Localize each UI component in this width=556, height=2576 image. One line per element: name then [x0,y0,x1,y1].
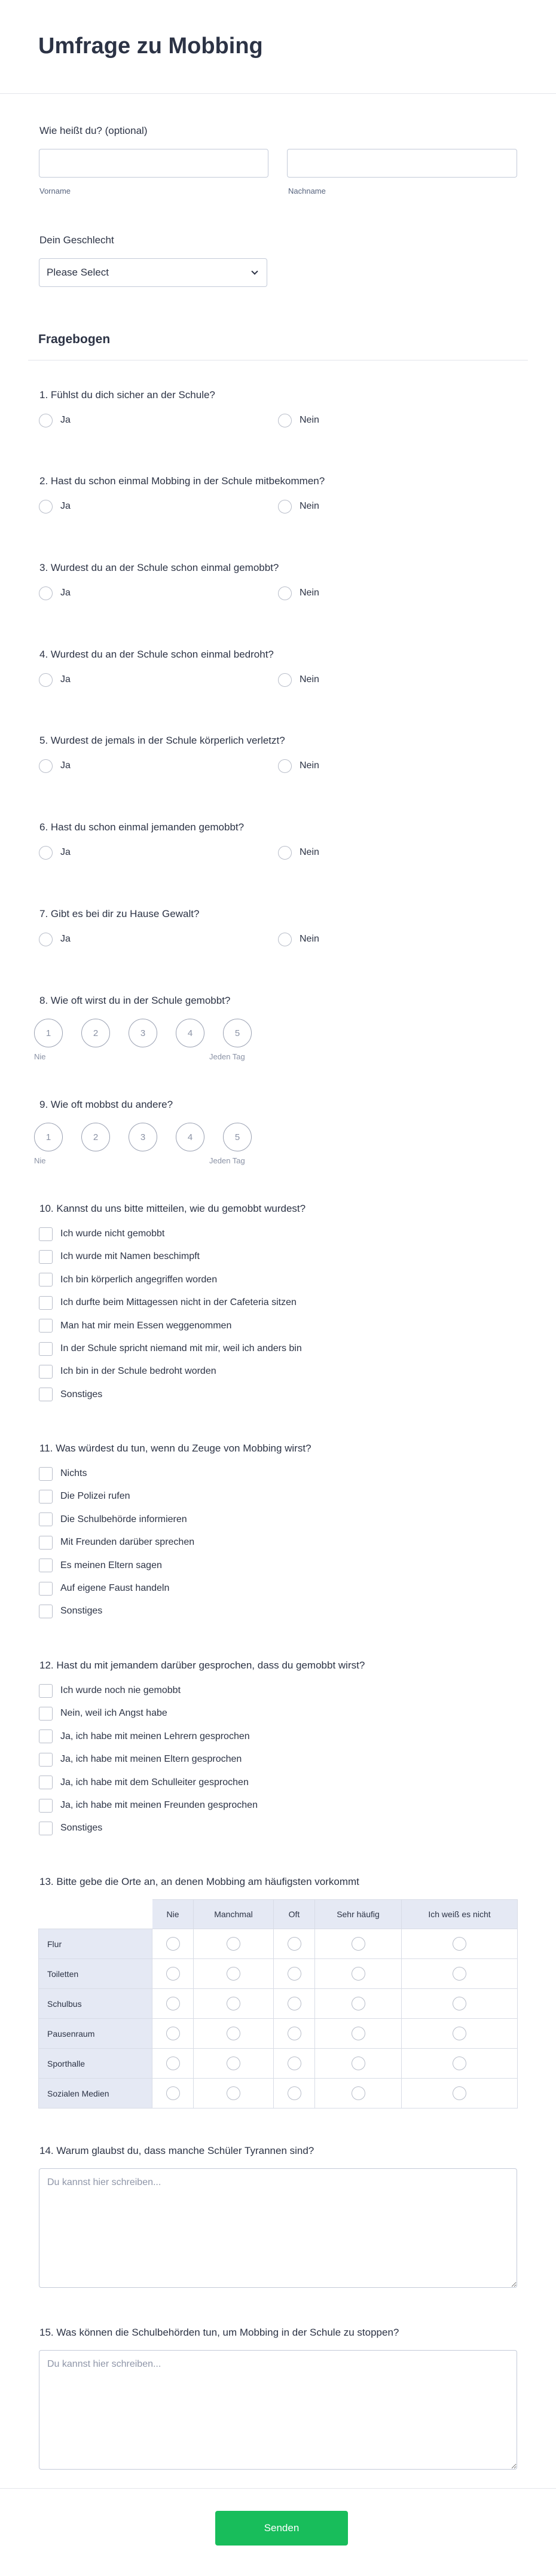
matrix-table [38,1899,518,2109]
matrix-corner [38,1899,152,1929]
radio-button[interactable] [278,414,292,427]
radio-button[interactable] [453,1937,466,1951]
radio-button[interactable] [352,1997,365,2010]
checkbox[interactable] [39,1582,53,1596]
radio-button[interactable] [39,673,53,687]
checkbox-option[interactable] [39,1581,169,1596]
option-label: Ja [60,934,71,944]
radio-option-nein[interactable] [278,673,319,687]
matrix-row [38,2019,518,2049]
radio-button[interactable] [453,2086,466,2100]
radio-button[interactable] [288,2027,301,2040]
last-name-input[interactable] [287,149,517,178]
matrix-question-label: 13. Bitte gebe die Orte an, an denen Mobbing am häufigsten vorkommt [39,1876,359,1887]
checkbox[interactable] [39,1273,53,1287]
radio-button[interactable] [39,846,53,860]
option-label: Ich wurde nicht gemobbt [60,1229,165,1239]
radio-option-ja[interactable] [39,673,71,687]
matrix-cell[interactable] [152,1959,194,1989]
checkbox-option[interactable] [39,1752,242,1767]
radio-button[interactable] [352,2086,365,2100]
question-label: 7. Gibt es bei dir zu Hause Gewalt? [39,908,200,919]
checkbox-option[interactable] [39,1249,200,1264]
gender-select[interactable] [39,258,267,287]
checkbox[interactable] [39,1799,53,1813]
matrix-cell[interactable] [315,1959,402,1989]
checkbox-option[interactable] [39,1273,217,1287]
radio-button[interactable] [166,2086,180,2100]
option-label: Ja [60,674,71,685]
option-label: Sonstiges [60,1389,103,1399]
chevron-down-icon [251,268,258,274]
matrix-cell[interactable] [402,2079,518,2109]
checkbox[interactable] [39,1753,53,1767]
matrix-cell[interactable] [274,2079,315,2109]
footer-divider [0,2488,556,2489]
matrix-cell[interactable] [315,2079,402,2109]
last-name-sublabel: Nachname [288,187,326,195]
matrix-cell[interactable] [152,1929,194,1959]
question-label: 12. Hast du mit jemandem darüber gesprochen, dass du gemobbt wirst? [39,1660,365,1671]
option-label: Mit Freunden darüber sprechen [60,1537,195,1548]
radio-option-ja[interactable] [39,586,71,600]
answer-placeholder: Du kannst hier schreiben... [47,2177,161,2187]
checkbox-option[interactable] [39,1342,302,1356]
radio-button[interactable] [227,1937,240,1951]
option-label: In der Schule spricht niemand mit mir, weil ich anders bin [60,1343,302,1353]
checkbox[interactable] [39,1250,53,1264]
option-label: Auf eigene Faust handeln [60,1583,170,1593]
matrix-row-label: Sporthalle [38,2049,152,2079]
scale-option-3[interactable]: 3 [129,1123,157,1151]
answer-textarea[interactable] [39,2350,517,2470]
checkbox[interactable] [39,1388,53,1401]
matrix-cell[interactable] [152,2079,194,2109]
matrix-column-header: Sehr häufig [315,1899,402,1929]
radio-option-nein[interactable] [278,499,319,514]
matrix-cell[interactable] [402,1959,518,1989]
matrix-cell[interactable] [152,2049,194,2079]
radio-button[interactable] [166,2027,180,2040]
radio-button[interactable] [227,2027,240,2040]
matrix-row-label: Flur [38,1929,152,1959]
question-label: 10. Kannst du uns bitte mitteilen, wie du gemobbt wurdest? [39,1203,306,1214]
answer-placeholder: Du kannst hier schreiben... [47,2359,161,2369]
checkbox-option[interactable] [39,1729,250,1744]
option-label: Ja, ich habe mit meinen Eltern gesprochen [60,1754,242,1765]
checkbox[interactable] [39,1729,53,1743]
radio-button[interactable] [227,1967,240,1981]
matrix-cell[interactable] [194,2079,274,2109]
gender-label: Dein Geschlecht [39,234,114,246]
option-label: Sonstiges [60,1823,103,1834]
radio-button[interactable] [278,586,292,600]
radio-option-nein[interactable] [278,759,319,773]
question-label: 5. Wurdest de jemals in der Schule körperlich verletzt? [39,735,285,746]
scale-min-label: Nie [34,1156,46,1165]
scale-option-3[interactable]: 3 [129,1019,157,1047]
checkbox[interactable] [39,1467,53,1481]
checkbox[interactable] [39,1605,53,1618]
option-label: Die Schulbehörde informieren [60,1514,187,1524]
radio-button[interactable] [352,2056,365,2070]
matrix-cell[interactable] [274,1989,315,2019]
submit-button[interactable]: Senden [215,2511,348,2546]
matrix-column-header: Manchmal [194,1899,274,1929]
radio-button[interactable] [453,2056,466,2070]
matrix-cell[interactable] [402,2049,518,2079]
option-label: Nein, weil ich Angst habe [60,1708,167,1719]
radio-button[interactable] [288,2086,301,2100]
checkbox-option[interactable] [39,1512,187,1527]
scale-option-2[interactable]: 2 [81,1123,110,1151]
option-label: Ich bin körperlich angegriffen worden [60,1274,218,1285]
radio-button[interactable] [288,2056,301,2070]
matrix-column-header: Ich weiß es nicht [402,1899,518,1929]
radio-button[interactable] [453,1967,466,1981]
first-name-sublabel: Vorname [39,187,71,195]
option-label: Ich durfte beim Mittagessen nicht in der Cafeteria sitzen [60,1297,297,1308]
checkbox[interactable] [39,1776,53,1789]
radio-button[interactable] [288,1967,301,1981]
checkbox-option[interactable] [39,1466,87,1481]
matrix-row-label: Toiletten [38,1959,152,1989]
radio-button[interactable] [278,933,292,946]
option-label: Ja, ich habe mit dem Schulleiter gesprochen [60,1777,249,1787]
radio-button[interactable] [227,2056,240,2070]
checkbox-option[interactable] [39,1559,162,1573]
matrix-row [38,2049,518,2079]
checkbox[interactable] [39,1319,53,1333]
matrix-cell[interactable] [274,2049,315,2079]
scale-option-4[interactable]: 4 [176,1019,204,1047]
matrix-cell[interactable] [315,1929,402,1959]
matrix-cell[interactable] [152,2019,194,2049]
option-label: Ja [60,501,71,511]
matrix-row-label: Sozialen Medien [38,2079,152,2109]
matrix-cell[interactable] [194,1929,274,1959]
option-label: Ja [60,588,71,598]
scale-option-4[interactable]: 4 [176,1123,204,1151]
radio-option-ja[interactable] [39,413,71,427]
checkbox[interactable] [39,1822,53,1835]
checkbox-option[interactable] [39,1364,216,1379]
scale-min-label: Nie [34,1052,46,1061]
radio-button[interactable] [39,933,53,946]
radio-button[interactable] [288,1997,301,2010]
header-divider [0,93,556,94]
option-label: Nein [300,934,319,944]
radio-button[interactable] [39,759,53,773]
radio-option-ja[interactable] [39,499,71,514]
radio-option-ja[interactable] [39,932,71,946]
checkbox-option[interactable] [39,1798,258,1813]
matrix-cell[interactable] [315,2019,402,2049]
radio-button[interactable] [288,1937,301,1951]
matrix-column-header: Nie [152,1899,194,1929]
radio-option-ja[interactable] [39,759,71,773]
matrix-cell[interactable] [194,1989,274,2019]
radio-button[interactable] [166,1997,180,2010]
matrix-row [38,1959,518,1989]
matrix-row [38,1989,518,2019]
radio-button[interactable] [166,2056,180,2070]
checkbox-option[interactable] [39,1683,181,1698]
checkbox-option[interactable] [39,1388,102,1402]
matrix-cell[interactable] [402,2019,518,2049]
scale-option-1[interactable]: 1 [34,1019,63,1047]
matrix-row-label: Pausenraum [38,2019,152,2049]
scale-option-5[interactable]: 5 [223,1019,252,1047]
question-label: 1. Fühlst du dich sicher an der Schule? [39,389,215,401]
matrix-row [38,2079,518,2109]
radio-button[interactable] [278,759,292,773]
radio-option-nein[interactable] [278,586,319,600]
option-label: Nein [300,415,319,425]
first-name-input[interactable] [39,149,268,178]
radio-button[interactable] [453,1997,466,2010]
matrix-cell[interactable] [402,1929,518,1959]
checkbox-option[interactable] [39,1821,102,1835]
question-label: 11. Was würdest du tun, wenn du Zeuge von Mobbing wirst? [39,1443,311,1454]
radio-button[interactable] [39,414,53,427]
option-label: Nichts [60,1468,87,1478]
radio-button[interactable] [166,1937,180,1951]
radio-option-nein[interactable] [278,413,319,427]
checkbox-option[interactable] [39,1489,130,1504]
name-label: Wie heißt du? (optional) [39,125,148,136]
radio-button[interactable] [227,2086,240,2100]
gender-select-value: Please Select [47,267,109,278]
matrix-cell[interactable] [194,2019,274,2049]
checkbox[interactable] [39,1342,53,1356]
checkbox[interactable] [39,1227,53,1241]
question-label: 6. Hast du schon einmal jemanden gemobbt? [39,821,245,833]
option-label: Ich wurde mit Namen beschimpft [60,1251,200,1262]
radio-button[interactable] [453,2027,466,2040]
question-label: 4. Wurdest du an der Schule schon einmal bedroht? [39,649,274,660]
option-label: Sonstiges [60,1606,103,1617]
radio-button[interactable] [278,846,292,860]
option-label: Nein [300,501,319,511]
matrix-cell[interactable] [152,1989,194,2019]
radio-button[interactable] [278,500,292,514]
checkbox-option[interactable] [39,1706,167,1721]
option-label: Ja, ich habe mit meinen Lehrern gesprochen [60,1731,250,1741]
checkbox-option[interactable] [39,1295,297,1310]
checkbox-option[interactable] [39,1227,164,1241]
radio-button[interactable] [278,673,292,687]
radio-button[interactable] [39,586,53,600]
option-label: Nein [300,674,319,685]
matrix-row [38,1929,518,1959]
scale-option-5[interactable]: 5 [223,1123,252,1151]
question-label: 9. Wie oft mobbst du andere? [39,1099,173,1110]
option-label: Ja [60,760,71,771]
checkbox-option[interactable] [39,1604,102,1618]
checkbox-option[interactable] [39,1776,249,1790]
radio-option-nein[interactable] [278,845,319,860]
radio-option-ja[interactable] [39,845,71,860]
radio-button[interactable] [227,1997,240,2010]
matrix-cell[interactable] [274,1959,315,1989]
form-title: Umfrage zu Mobbing [38,33,263,59]
checkbox[interactable] [39,1536,53,1550]
matrix-row-label: Schulbus [38,1989,152,2019]
matrix-cell[interactable] [194,1959,274,1989]
radio-button[interactable] [166,1967,180,1981]
checkbox[interactable] [39,1490,53,1504]
option-label: Man hat mir mein Essen weggenommen [60,1320,232,1331]
radio-button[interactable] [352,2027,365,2040]
matrix-cell[interactable] [194,2049,274,2079]
section-title: Fragebogen [38,332,111,346]
option-label: Nein [300,760,319,771]
radio-button[interactable] [352,1967,365,1981]
checkbox[interactable] [39,1707,53,1721]
question-label: 2. Hast du schon einmal Mobbing in der Schule mitbekommen? [39,475,325,487]
question-label: 3. Wurdest du an der Schule schon einmal gemobbt? [39,562,279,573]
option-label: Ja, ich habe mit meinen Freunden gesprochen [60,1800,258,1810]
checkbox[interactable] [39,1684,53,1698]
matrix-column-header: Oft [274,1899,315,1929]
option-label: Nein [300,588,319,598]
option-label: Ja [60,847,71,857]
matrix-cell[interactable] [274,2019,315,2049]
checkbox[interactable] [39,1512,53,1526]
answer-textarea[interactable] [39,2168,517,2288]
scale-max-label: Jeden Tag [209,1156,245,1165]
option-label: Ja [60,415,71,425]
radio-button[interactable] [352,1937,365,1951]
option-label: Nein [300,847,319,857]
question-label: 8. Wie oft wirst du in der Schule gemobbt? [39,995,231,1006]
checkbox-option[interactable] [39,1319,231,1333]
question-label: 14. Warum glaubst du, dass manche Schüler Tyrannen sind? [39,2145,314,2156]
checkbox[interactable] [39,1365,53,1379]
matrix-cell[interactable] [315,2049,402,2079]
option-label: Ich wurde noch nie gemobbt [60,1685,181,1695]
matrix-cell[interactable] [315,1989,402,2019]
scale-max-label: Jeden Tag [209,1052,245,1061]
scale-option-2[interactable]: 2 [81,1019,110,1047]
radio-option-nein[interactable] [278,932,319,946]
checkbox[interactable] [39,1296,53,1310]
scale-option-1[interactable]: 1 [34,1123,63,1151]
question-label: 15. Was können die Schulbehörden tun, um Mobbing in der Schule zu stoppen? [39,2327,399,2338]
option-label: Die Polizei rufen [60,1491,130,1502]
option-label: Es meinen Eltern sagen [60,1560,162,1570]
checkbox-option[interactable] [39,1535,194,1550]
radio-button[interactable] [39,500,53,514]
matrix-cell[interactable] [274,1929,315,1959]
checkbox[interactable] [39,1559,53,1572]
matrix-cell[interactable] [402,1989,518,2019]
option-label: Ich bin in der Schule bedroht worden [60,1366,216,1377]
